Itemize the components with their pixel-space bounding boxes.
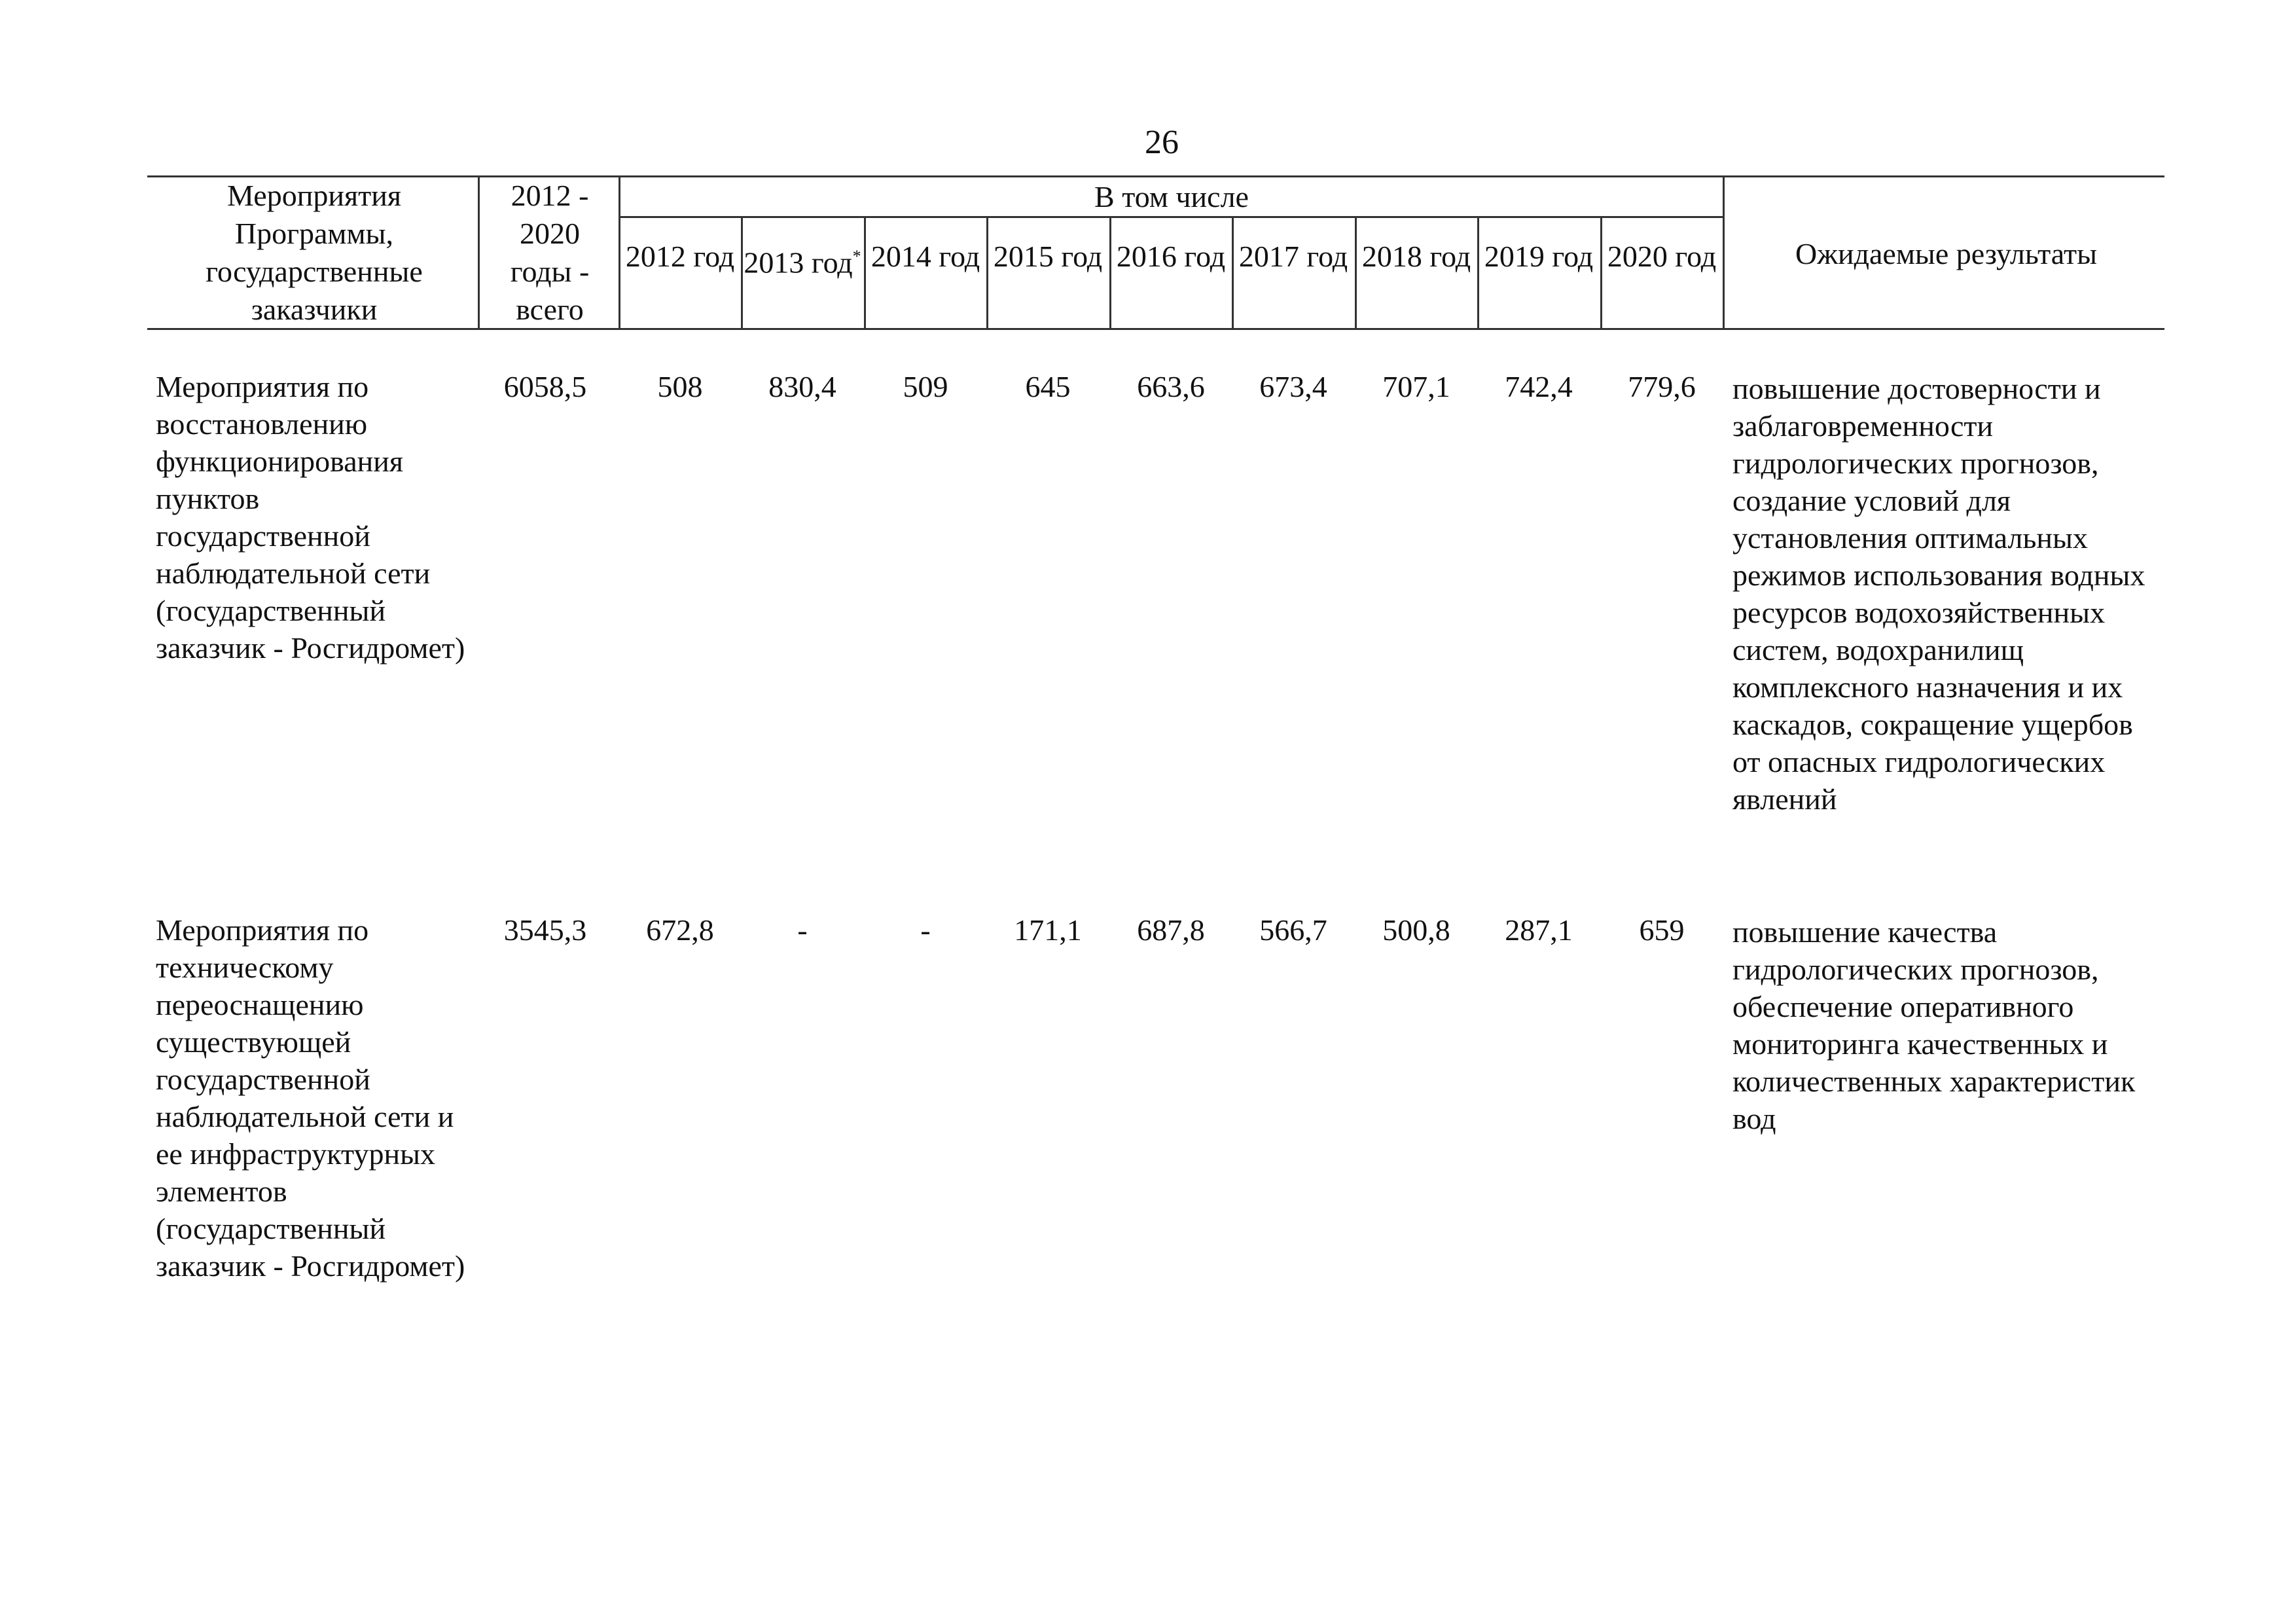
row-value-2018: 707,1 [1382,370,1450,403]
row-value-2016: 687,8 [1137,913,1205,947]
row-value-2014: - [920,913,931,947]
column-divider [1355,216,1357,328]
header-year-2020: 2020 год [1607,240,1717,273]
header-including: В том числе [1094,180,1249,213]
row-value-2018: 500,8 [1382,913,1450,947]
header-year-2016: 2016 год [1116,240,1226,273]
header-year-2013-label: 2013 год [744,246,853,280]
column-divider [1232,216,1234,328]
header-results: Ожидаемые результаты [1795,237,2098,270]
row-value-2016: 663,6 [1137,370,1205,403]
row-activity: Мероприятия по техническому переоснащению существующей государственной наблюдательной сети и ее инфраструктурных элементов (государственный заказчик - Росгидромет) [156,913,465,1283]
header-year-2013 [744,238,861,282]
column-divider [986,216,988,328]
column-divider [864,216,866,328]
row-activity: Мероприятия по восстановлению функционирования пунктов государственной наблюдательной сети (государственный заказчик - Росгидромет) [156,370,465,665]
row-result: повышение достоверности и заблаговременности гидрологических прогнозов, создание условий для установления оптимальных режимов использования водных ресурсов водохозяйственных систем, водохранилищ комплексного назначения и их каскадов, сокращение ущербов от опасных гидрологических явлений [1732,372,2145,816]
column-divider [478,175,480,328]
row-total: 6058,5 [503,370,587,403]
row-value-2015: 645 [1025,370,1071,403]
row-value-2020: 659 [1639,913,1685,947]
row-value-2014: 509 [903,370,948,403]
row-value-2020: 779,6 [1628,370,1696,403]
column-divider [1477,216,1479,328]
years-subheader-rule [619,216,1725,218]
row-value-2017: 673,4 [1259,370,1327,403]
row-value-2013: - [797,913,808,947]
row-value-2013: 830,4 [768,370,836,403]
row-value-2019: 287,1 [1505,913,1573,947]
header-year-2019: 2019 год [1484,240,1594,273]
row-total: 3545,3 [503,913,587,947]
column-divider [1600,216,1602,328]
header-year-2017: 2017 год [1238,240,1348,273]
column-divider [1109,216,1111,328]
page-number: 26 [1145,124,1179,161]
header-year-2018: 2018 год [1361,240,1471,273]
header-year-2012: 2012 год [625,240,735,273]
row-value-2017: 566,7 [1259,913,1327,947]
header-activity: Мероприятия Программы, государственные заказчики [206,179,423,326]
column-divider [741,216,743,328]
footnote-mark: * [852,247,861,266]
header-total: 2012 - 2020 годы - всего [510,179,590,326]
row-result: повышение качества гидрологических прогнозов, обеспечение оперативного мониторинга качественных и количественных характеристик вод [1732,915,2136,1135]
row-value-2019: 742,4 [1505,370,1573,403]
row-value-2012: 508 [657,370,703,403]
header-year-2014: 2014 год [870,240,980,273]
row-value-2012: 672,8 [646,913,714,947]
header-year-2015: 2015 год [993,240,1103,273]
row-value-2015: 171,1 [1014,913,1082,947]
